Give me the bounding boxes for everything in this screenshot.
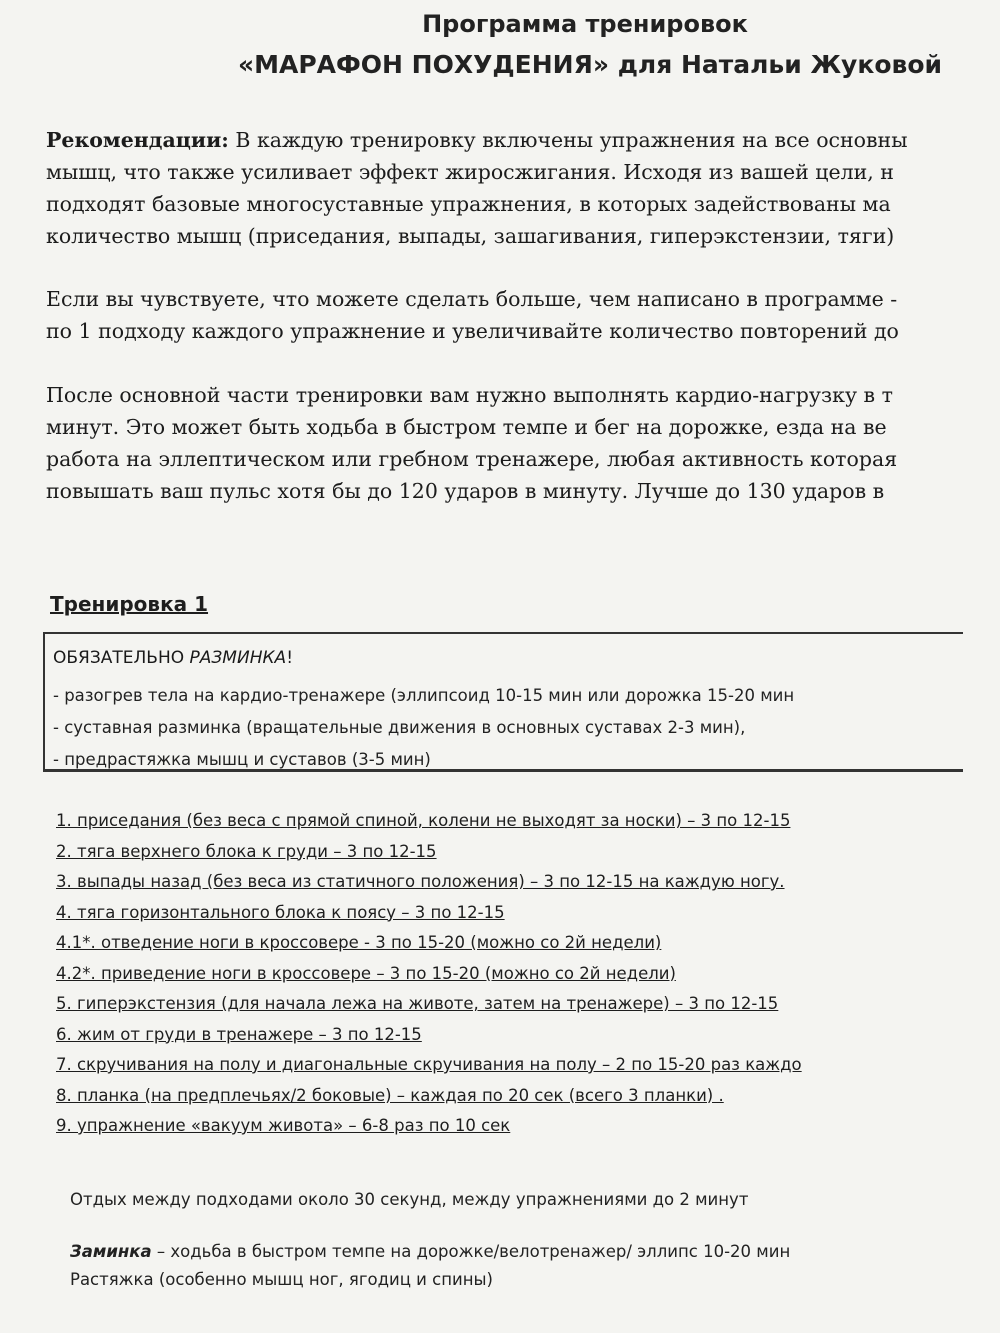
recommendations-label: Рекомендации: [46, 128, 229, 152]
exercise-item: 4. тяга горизонтального блока к поясу – 3 по 12-15 [56, 902, 505, 922]
cooldown-label: Заминка [70, 1242, 152, 1261]
stretch-note: Растяжка (особенно мышц ног, ягодиц и спины) [70, 1270, 493, 1289]
warmup-title-prefix: ОБЯЗАТЕЛЬНО [53, 648, 190, 668]
warmup-item: - суставная разминка (вращательные движения в основных суставах 2-3 мин), [53, 718, 746, 737]
exercise-item: 8. планка (на предплечьях/2 боковые) – каждая по 20 сек (всего 3 планки) . [56, 1085, 724, 1105]
rest-note: Отдых между подходами около 30 секунд, между упражнениями до 2 минут [70, 1190, 749, 1209]
document-title: Программа тренировок [422, 10, 748, 38]
warmup-box [43, 632, 963, 772]
cardio-line: После основной части тренировки вам нужно выполнять кардио-нагрузку в т [46, 383, 893, 407]
cardio-line: минут. Это может быть ходьба в быстром темпе и бег на дорожке, езда на ве [46, 415, 887, 439]
recommendations-line [46, 124, 956, 156]
document-subtitle: «МАРАФОН ПОХУДЕНИЯ» для Натальи Жуковой [237, 50, 943, 79]
exercise-item: 9. упражнение «вакуум живота» – 6-8 раз по 10 сек [56, 1116, 511, 1135]
warmup-title-emphasis: РАЗМИНКА [189, 648, 287, 668]
recommendations-line: мышц, что также усиливает эффект жиросжигания. Исходя из вашей цели, н [46, 160, 894, 184]
exercise-item: 1. приседания (без веса с прямой спиной, колени не выходят за носки) – 3 по 12-15 [56, 811, 791, 830]
warmup-item: - предрастяжка мышц и суставов (3-5 мин) [53, 750, 431, 769]
exercise-item: 7. скручивания на полу и диагональные скручивания на полу – 2 по 15-20 раз каждо [56, 1055, 802, 1074]
progression-paragraph [46, 283, 956, 347]
recommendations-text: В каждую тренировку включены упражнения на все основны [228, 128, 908, 152]
exercise-item: 2. тяга верхнего блока к груди – 3 по 12-15 [56, 841, 437, 861]
exercise-item: 4.2*. приведение ноги в кроссовере – 3 по 15-20 (можно со 2й недели) [56, 963, 676, 983]
cooldown-note [70, 1242, 790, 1261]
warmup-title [53, 648, 293, 668]
recommendations-paragraph [46, 124, 956, 252]
exercise-item: 6. жим от груди в тренажере – 3 по 12-15 [56, 1024, 422, 1044]
cardio-line: работа на эллептическом или гребном тренажере, любая активность которая [46, 447, 898, 471]
exercise-item: 4.1*. отведение ноги в кроссовере - 3 по 15-20 (можно со 2й недели) [56, 933, 662, 952]
recommendations-line: подходят базовые многосуставные упражнения, в которых задействованы ма [46, 192, 891, 216]
cardio-line: повышать ваш пульс хотя бы до 120 ударов в минуту. Лучше до 130 ударов в [46, 479, 885, 503]
recommendations-line: количество мышц (приседания, выпады, зашагивания, гиперэкстензии, тяги) [46, 224, 895, 248]
exercise-item: 3. выпады назад (без веса из статичного положения) – 3 по 12-15 на каждую ногу. [56, 872, 785, 891]
progression-line: Если вы чувствуете, что можете сделать больше, чем написано в программе - [46, 287, 898, 311]
workout-title: Тренировка 1 [50, 592, 209, 616]
cardio-paragraph [46, 379, 956, 507]
cooldown-text: – ходьба в быстром темпе на дорожке/велотренажер/ эллипс 10-20 мин [151, 1242, 791, 1261]
progression-line: по 1 подходу каждого упражнение и увеличивайте количество повторений до [46, 319, 899, 343]
warmup-title-suffix: ! [286, 648, 294, 668]
exercise-list [56, 806, 956, 1142]
warmup-item: - разогрев тела на кардио-тренажере (эллипсоид 10-15 мин или дорожка 15-20 мин [53, 686, 795, 705]
warmup-list [53, 680, 794, 772]
exercise-item: 5. гиперэкстензия (для начала лежа на животе, затем на тренажере) – 3 по 12-15 [56, 994, 779, 1013]
